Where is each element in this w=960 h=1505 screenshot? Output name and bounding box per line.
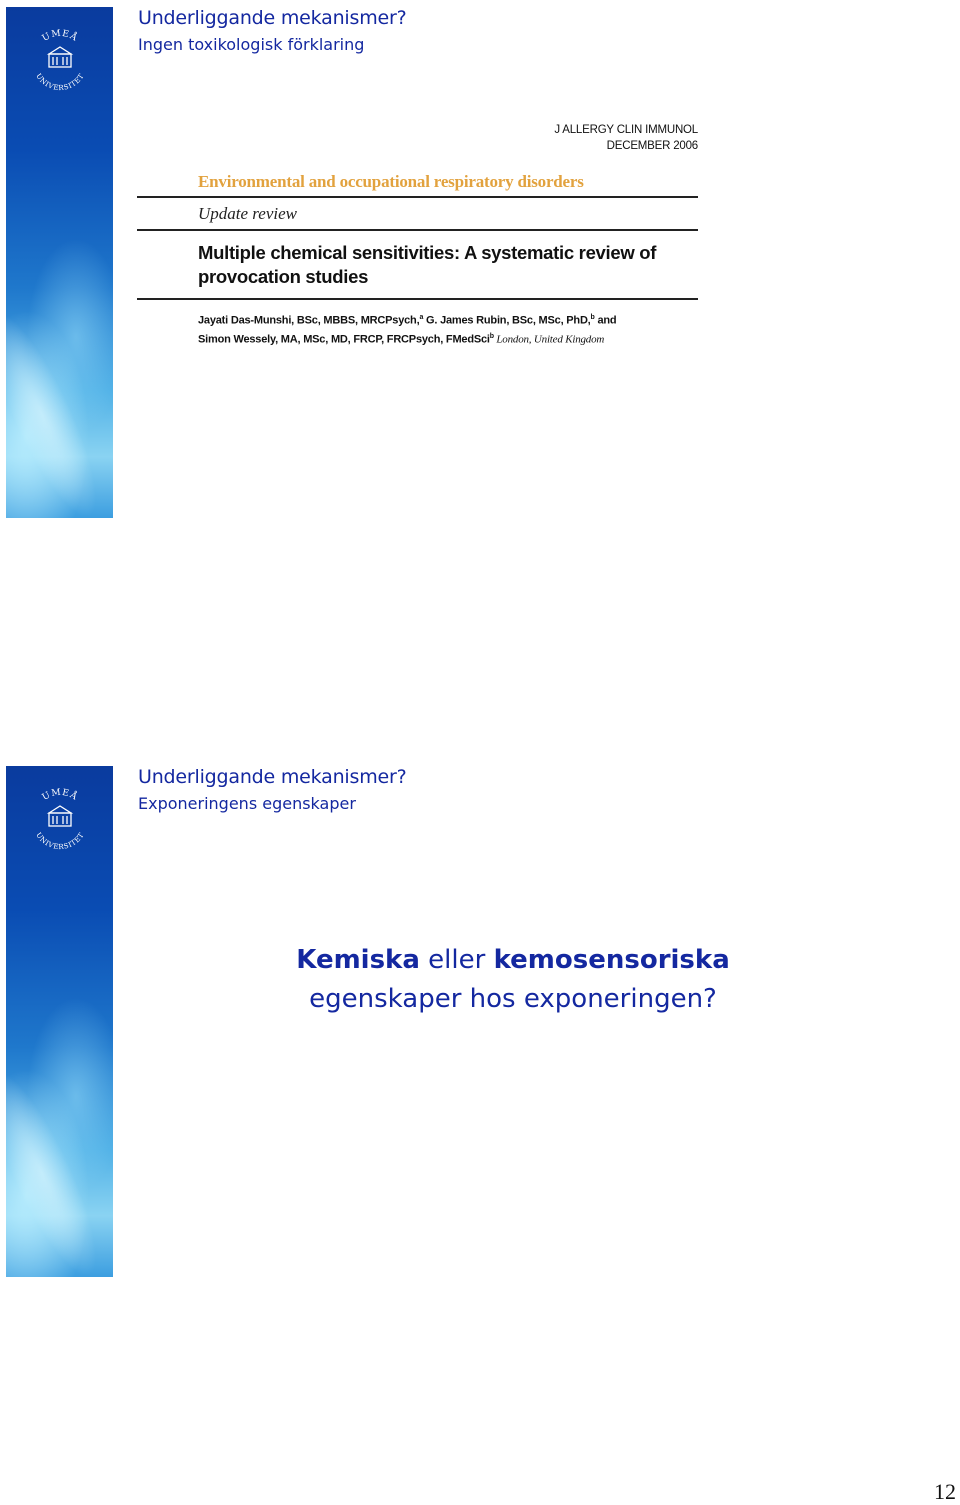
page-number: 12: [934, 1479, 956, 1504]
question-word-kemosensoriska: kemosensoriska: [493, 945, 730, 975]
journal-header: [554, 122, 698, 154]
affiliation-a: a: [419, 314, 424, 321]
divider: [137, 229, 698, 231]
svg-text:UMEÅ: UMEÅ: [40, 787, 80, 803]
journal-name: J ALLERGY CLIN IMMUNOL: [554, 124, 698, 136]
svg-text:UMEÅ: UMEÅ: [40, 28, 80, 44]
umea-university-seal-icon: [25, 23, 95, 93]
author-1: Jayati Das-Munshi, BSc, MBBS, MRCPsych,: [198, 314, 420, 327]
umea-university-seal-icon: [25, 782, 95, 852]
sidebar-decoration: [6, 7, 113, 518]
slide-2: [6, 766, 960, 1277]
author-location: London, United Kingdom: [493, 333, 605, 346]
slide-subtitle: Ingen toxikologisk förklaring: [138, 35, 365, 54]
question-word-kemiska: Kemiska: [296, 945, 420, 975]
sidebar-decoration: [6, 766, 113, 1277]
question-line-2: egenskaper hos exponeringen?: [309, 984, 717, 1014]
author-3: Simon Wessely, MA, MSc, MD, FRCP, FRCPsych, FMedSci: [198, 333, 490, 346]
journal-section: Update review: [198, 204, 297, 223]
svg-text:UNIVERSITET: UNIVERSITET: [34, 72, 86, 93]
slide-title: Underliggande mekanismer?: [138, 7, 407, 29]
slide-subtitle: Exponeringens egenskaper: [138, 794, 356, 813]
affiliation-b: b: [489, 332, 494, 340]
and-text: and: [594, 314, 617, 327]
journal-date: DECEMBER 2006: [606, 140, 698, 152]
article-authors: [198, 310, 698, 347]
slide-title: Underliggande mekanismer?: [138, 766, 407, 788]
affiliation-b: b: [590, 314, 595, 321]
slide-1: [6, 7, 960, 518]
svg-text:UNIVERSITET: UNIVERSITET: [34, 831, 86, 852]
journal-category: Environmental and occupational respiratory disorders: [198, 172, 584, 191]
article-title: Multiple chemical sensitivities: A systematic review of provocation studies: [198, 242, 657, 287]
divider: [137, 196, 698, 198]
divider: [137, 298, 698, 300]
slide-question: [6, 941, 960, 1019]
author-2: G. James Rubin, BSc, MSc, PhD,: [423, 314, 591, 327]
question-word-eller: eller: [419, 945, 494, 975]
